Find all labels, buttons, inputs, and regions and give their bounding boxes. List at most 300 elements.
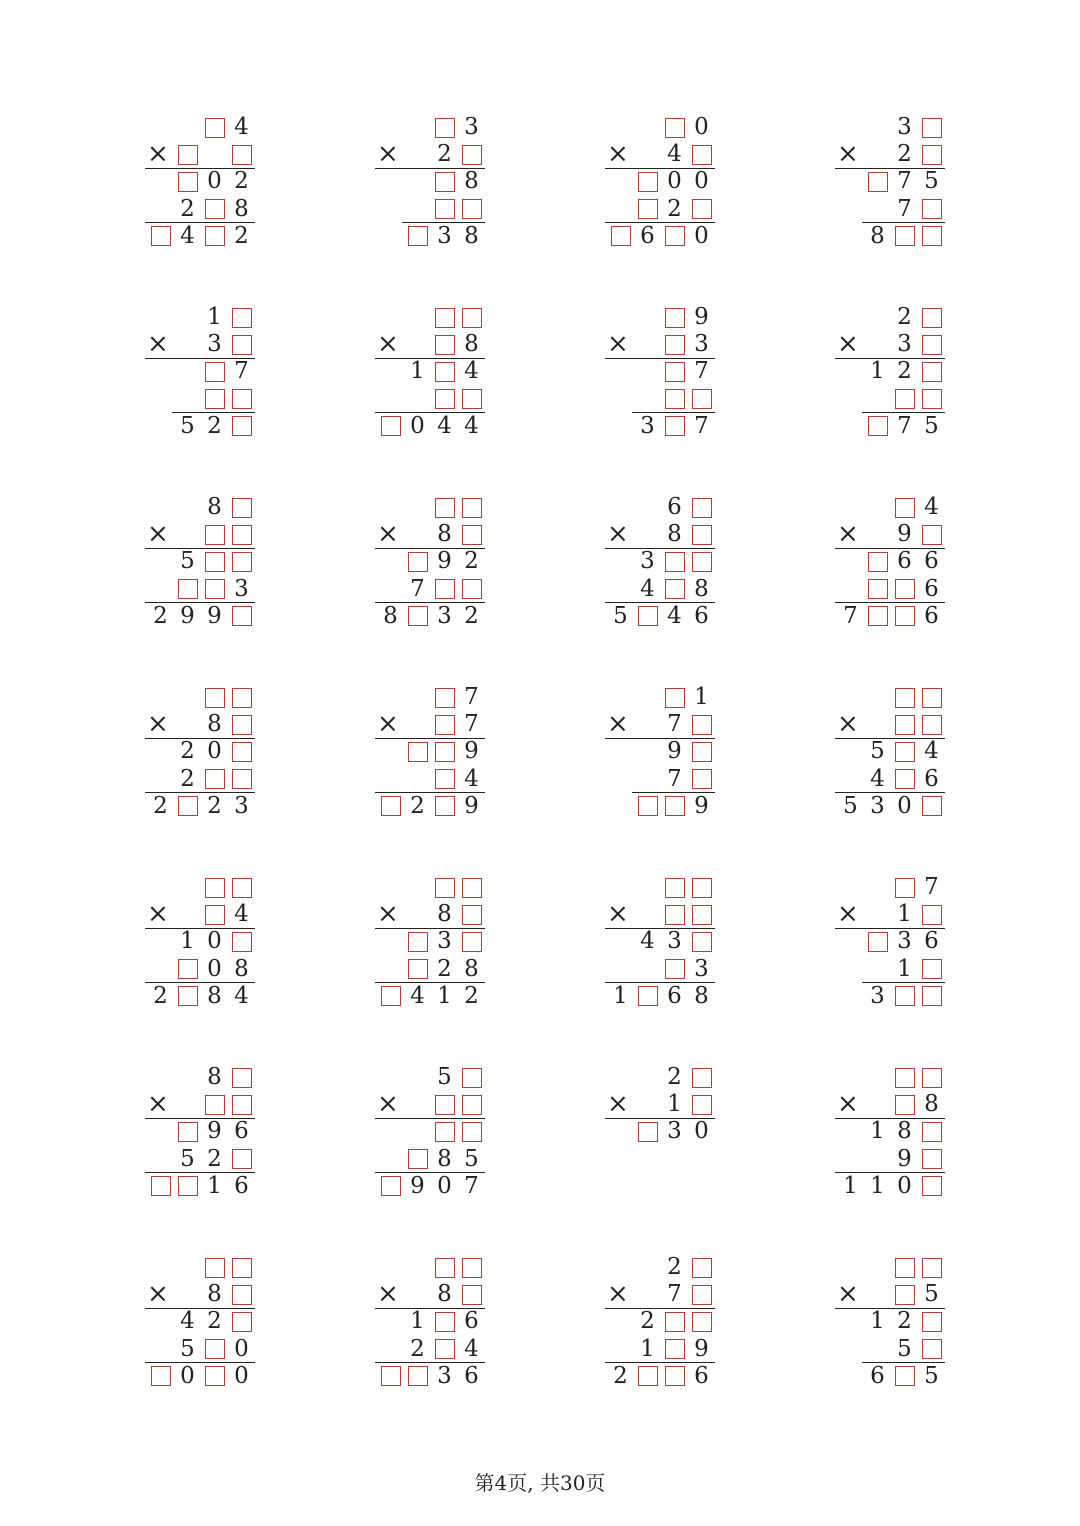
product-row: [605, 603, 715, 630]
answer-blank-box[interactable]: [688, 1064, 715, 1091]
answer-blank-box[interactable]: [634, 983, 661, 1010]
answer-blank-box[interactable]: [661, 874, 688, 901]
answer-blank-box[interactable]: [228, 874, 255, 901]
answer-blank-box[interactable]: [458, 386, 485, 413]
answer-blank-box[interactable]: [918, 793, 945, 820]
answer-blank-box[interactable]: [458, 1281, 485, 1308]
answer-blank-box[interactable]: [891, 738, 918, 765]
blank-square-icon: [205, 878, 225, 898]
digit: 6: [924, 765, 939, 792]
digit: 3: [234, 792, 249, 819]
blank-square-icon: [462, 932, 482, 952]
answer-blank-box[interactable]: [458, 196, 485, 223]
digit: 1: [640, 1335, 655, 1362]
digit: 3: [694, 331, 709, 358]
blank-square-icon: [665, 1366, 685, 1386]
blank-square-icon: [692, 715, 712, 735]
digit: 0: [694, 1118, 709, 1145]
answer-blank-box[interactable]: [228, 603, 255, 630]
answer-blank-box[interactable]: [228, 494, 255, 521]
digit: 1: [437, 982, 452, 1009]
answer-blank-box[interactable]: [864, 168, 891, 195]
answer-blank-box[interactable]: [201, 386, 228, 413]
answer-blank-box[interactable]: [661, 548, 688, 575]
answer-blank-box[interactable]: [431, 494, 458, 521]
answer-blank-box[interactable]: [918, 901, 945, 928]
digit: 0: [437, 1172, 452, 1199]
multiplication-problem: [605, 1254, 715, 1394]
partial-product-1-row: [375, 1118, 485, 1145]
answer-blank-box[interactable]: [688, 738, 715, 765]
answer-blank-box[interactable]: [147, 1363, 174, 1390]
partial-product-1-row: [375, 1308, 485, 1335]
answer-blank-box[interactable]: [918, 1118, 945, 1145]
answer-blank-box[interactable]: [918, 223, 945, 250]
answer-blank-box[interactable]: [891, 1254, 918, 1281]
answer-blank-box[interactable]: [228, 928, 255, 955]
answer-blank-box[interactable]: [918, 956, 945, 983]
partial-product-2-row: [835, 576, 945, 603]
answer-blank-box[interactable]: [688, 141, 715, 168]
digit: 6: [897, 548, 912, 575]
answer-blank-box[interactable]: [918, 711, 945, 738]
digit: 4: [464, 1335, 479, 1362]
blank-square-icon: [665, 905, 685, 925]
answer-blank-box[interactable]: [864, 928, 891, 955]
partial-product-1-row: [835, 358, 945, 385]
answer-blank-box[interactable]: [228, 548, 255, 575]
multiplication-rule: [835, 548, 945, 549]
partial-product-2-row: [375, 576, 485, 603]
answer-blank-box[interactable]: [634, 168, 661, 195]
answer-blank-box[interactable]: [661, 684, 688, 711]
product-row: [145, 793, 255, 820]
answer-blank-box[interactable]: [174, 576, 201, 603]
answer-blank-box[interactable]: [891, 983, 918, 1010]
answer-blank-box[interactable]: [431, 766, 458, 793]
answer-blank-box[interactable]: [228, 711, 255, 738]
digit: 5: [180, 1335, 195, 1362]
answer-blank-box[interactable]: [377, 1173, 404, 1200]
digit: 0: [234, 1335, 249, 1362]
blank-square-icon: [692, 742, 712, 762]
answer-blank-box[interactable]: [228, 684, 255, 711]
answer-blank-box[interactable]: [688, 766, 715, 793]
answer-blank-box[interactable]: [228, 331, 255, 358]
digit: 1: [870, 1308, 885, 1335]
answer-blank-box[interactable]: [688, 874, 715, 901]
answer-blank-box[interactable]: [201, 1254, 228, 1281]
blank-square-icon: [435, 362, 455, 382]
answer-blank-box[interactable]: [377, 793, 404, 820]
answer-blank-box[interactable]: [688, 1254, 715, 1281]
digit: 4: [640, 928, 655, 955]
answer-blank-box[interactable]: [174, 956, 201, 983]
partial-product-2-row: [605, 956, 715, 983]
answer-blank-box[interactable]: [458, 141, 485, 168]
answer-blank-box[interactable]: [458, 1254, 485, 1281]
blank-square-icon: [205, 1258, 225, 1278]
answer-blank-box[interactable]: [174, 983, 201, 1010]
answer-blank-box[interactable]: [918, 684, 945, 711]
blank-square-icon: [665, 878, 685, 898]
answer-blank-box[interactable]: [228, 766, 255, 793]
answer-blank-box[interactable]: [431, 331, 458, 358]
answer-blank-box[interactable]: [661, 1308, 688, 1335]
answer-blank-box[interactable]: [661, 114, 688, 141]
answer-blank-box[interactable]: [661, 576, 688, 603]
answer-blank-box[interactable]: [918, 114, 945, 141]
answer-blank-box[interactable]: [688, 386, 715, 413]
digit: 1: [180, 928, 195, 955]
answer-blank-box[interactable]: [688, 1091, 715, 1118]
answer-blank-box[interactable]: [688, 521, 715, 548]
answer-blank-box[interactable]: [228, 141, 255, 168]
answer-blank-box[interactable]: [458, 1118, 485, 1145]
blank-square-icon: [178, 145, 198, 165]
multiplicand-row: [375, 494, 485, 521]
multiplicand-row: [605, 1064, 715, 1091]
blank-square-icon: [895, 986, 915, 1006]
answer-blank-box[interactable]: [431, 874, 458, 901]
answer-blank-box[interactable]: [688, 1281, 715, 1308]
blank-square-icon: [692, 1258, 712, 1278]
blank-square-icon: [205, 226, 225, 246]
answer-blank-box[interactable]: [431, 168, 458, 195]
answer-blank-box[interactable]: [431, 1308, 458, 1335]
answer-blank-box[interactable]: [228, 1091, 255, 1118]
multiplication-rule: [145, 358, 255, 359]
answer-blank-box[interactable]: [891, 684, 918, 711]
answer-blank-box[interactable]: [634, 603, 661, 630]
multiply-sign: ×: [147, 709, 169, 740]
answer-blank-box[interactable]: [688, 494, 715, 521]
answer-blank-box[interactable]: [918, 1173, 945, 1200]
digit: 6: [924, 602, 939, 629]
blank-square-icon: [408, 932, 428, 952]
blank-square-icon: [922, 1149, 942, 1169]
answer-blank-box[interactable]: [201, 766, 228, 793]
blank-square-icon: [665, 579, 685, 599]
digit: 0: [207, 955, 222, 982]
multiplication-rule: [375, 928, 485, 929]
answer-blank-box[interactable]: [404, 738, 431, 765]
answer-blank-box[interactable]: [891, 1281, 918, 1308]
answer-blank-box[interactable]: [147, 1173, 174, 1200]
answer-blank-box[interactable]: [891, 874, 918, 901]
answer-blank-box[interactable]: [228, 413, 255, 440]
product-row: [835, 983, 945, 1010]
blank-square-icon: [205, 769, 225, 789]
answer-blank-box[interactable]: [891, 1363, 918, 1390]
answer-blank-box[interactable]: [431, 1091, 458, 1118]
answer-blank-box[interactable]: [918, 1254, 945, 1281]
blank-square-icon: [435, 335, 455, 355]
answer-blank-box[interactable]: [458, 576, 485, 603]
sum-rule: [145, 1172, 255, 1173]
multiply-sign: ×: [147, 1279, 169, 1310]
answer-blank-box[interactable]: [891, 1091, 918, 1118]
digit: 7: [694, 412, 709, 439]
multiplicand-row: [835, 114, 945, 141]
sum-rule: [862, 222, 945, 223]
answer-blank-box[interactable]: [228, 521, 255, 548]
answer-blank-box[interactable]: [918, 304, 945, 331]
answer-blank-box[interactable]: [891, 494, 918, 521]
partial-product-1-row: [835, 928, 945, 955]
answer-blank-box[interactable]: [688, 901, 715, 928]
partial-product-1-row: [605, 168, 715, 195]
answer-blank-box[interactable]: [891, 223, 918, 250]
multiplicand-row: [375, 1254, 485, 1281]
digit: 8: [207, 982, 222, 1009]
blank-square-icon: [381, 416, 401, 436]
answer-blank-box[interactable]: [634, 196, 661, 223]
answer-blank-box[interactable]: [174, 1118, 201, 1145]
digit: 8: [694, 982, 709, 1009]
answer-blank-box[interactable]: [661, 386, 688, 413]
multiply-sign: ×: [837, 139, 859, 170]
answer-blank-box[interactable]: [918, 1146, 945, 1173]
digit: 9: [694, 1335, 709, 1362]
digit: 2: [437, 955, 452, 982]
answer-blank-box[interactable]: [228, 304, 255, 331]
digit: 3: [234, 575, 249, 602]
digit: 8: [464, 955, 479, 982]
multiplication-rule: [835, 358, 945, 359]
answer-blank-box[interactable]: [201, 684, 228, 711]
digit: 0: [897, 792, 912, 819]
answer-blank-box[interactable]: [891, 711, 918, 738]
digit: 6: [640, 222, 655, 249]
answer-blank-box[interactable]: [634, 793, 661, 820]
answer-blank-box[interactable]: [661, 304, 688, 331]
answer-blank-box[interactable]: [377, 413, 404, 440]
answer-blank-box[interactable]: [174, 1173, 201, 1200]
answer-blank-box[interactable]: [688, 548, 715, 575]
answer-blank-box[interactable]: [661, 901, 688, 928]
answer-blank-box[interactable]: [404, 603, 431, 630]
blank-square-icon: [435, 878, 455, 898]
answer-blank-box[interactable]: [404, 548, 431, 575]
answer-blank-box[interactable]: [688, 711, 715, 738]
answer-blank-box[interactable]: [228, 1281, 255, 1308]
answer-blank-box[interactable]: [891, 1064, 918, 1091]
multiplier-row: [375, 1281, 485, 1308]
answer-blank-box[interactable]: [918, 358, 945, 385]
digit: 0: [694, 168, 709, 195]
answer-blank-box[interactable]: [634, 1118, 661, 1145]
partial-product-1-row: [145, 1308, 255, 1335]
answer-blank-box[interactable]: [377, 1363, 404, 1390]
answer-blank-box[interactable]: [228, 1308, 255, 1335]
blank-square-icon: [692, 552, 712, 572]
digit: 0: [694, 114, 709, 140]
answer-blank-box[interactable]: [458, 928, 485, 955]
answer-blank-box[interactable]: [661, 358, 688, 385]
blank-square-icon: [638, 199, 658, 219]
answer-blank-box[interactable]: [228, 1254, 255, 1281]
answer-blank-box[interactable]: [174, 793, 201, 820]
answer-blank-box[interactable]: [201, 196, 228, 223]
answer-blank-box[interactable]: [688, 928, 715, 955]
answer-blank-box[interactable]: [201, 358, 228, 385]
answer-blank-box[interactable]: [661, 413, 688, 440]
answer-blank-box[interactable]: [458, 494, 485, 521]
answer-blank-box[interactable]: [147, 223, 174, 250]
digit: 2: [180, 195, 195, 222]
product-row: [605, 793, 715, 820]
digit: 7: [924, 874, 939, 900]
answer-blank-box[interactable]: [228, 738, 255, 765]
answer-blank-box[interactable]: [431, 684, 458, 711]
answer-blank-box[interactable]: [688, 196, 715, 223]
answer-blank-box[interactable]: [458, 1091, 485, 1118]
answer-blank-box[interactable]: [228, 1146, 255, 1173]
answer-blank-box[interactable]: [458, 304, 485, 331]
answer-blank-box[interactable]: [404, 223, 431, 250]
blank-square-icon: [408, 226, 428, 246]
answer-blank-box[interactable]: [201, 1363, 228, 1390]
sum-rule: [145, 1362, 255, 1363]
multiplication-problem: [375, 1064, 485, 1204]
answer-blank-box[interactable]: [174, 141, 201, 168]
blank-square-icon: [205, 1339, 225, 1359]
answer-blank-box[interactable]: [918, 521, 945, 548]
answer-blank-box[interactable]: [431, 711, 458, 738]
blank-square-icon: [435, 1122, 455, 1142]
answer-blank-box[interactable]: [891, 603, 918, 630]
blank-square-icon: [922, 525, 942, 545]
blank-square-icon: [638, 796, 658, 816]
answer-blank-box[interactable]: [661, 1336, 688, 1363]
product-row: [145, 223, 255, 250]
sum-rule: [172, 412, 255, 413]
multiplication-rule: [145, 738, 255, 739]
blank-square-icon: [205, 552, 225, 572]
answer-blank-box[interactable]: [201, 576, 228, 603]
answer-blank-box[interactable]: [918, 331, 945, 358]
partial-product-2-row: [145, 766, 255, 793]
answer-blank-box[interactable]: [404, 956, 431, 983]
answer-blank-box[interactable]: [431, 738, 458, 765]
answer-blank-box[interactable]: [431, 793, 458, 820]
partial-product-1-row: [835, 548, 945, 575]
answer-blank-box[interactable]: [891, 386, 918, 413]
answer-blank-box[interactable]: [201, 521, 228, 548]
answer-blank-box[interactable]: [864, 548, 891, 575]
multiplication-problem: [145, 494, 255, 634]
answer-blank-box[interactable]: [458, 901, 485, 928]
answer-blank-box[interactable]: [918, 196, 945, 223]
answer-blank-box[interactable]: [661, 793, 688, 820]
answer-blank-box[interactable]: [918, 1336, 945, 1363]
multiplicand-row: [835, 494, 945, 521]
multiplicand-row: [145, 1254, 255, 1281]
answer-blank-box[interactable]: [431, 196, 458, 223]
blank-square-icon: [895, 389, 915, 409]
multiplier-row: [835, 901, 945, 928]
blank-square-icon: [462, 199, 482, 219]
multiply-sign: ×: [837, 519, 859, 550]
answer-blank-box[interactable]: [891, 576, 918, 603]
answer-blank-box[interactable]: [377, 983, 404, 1010]
answer-blank-box[interactable]: [458, 874, 485, 901]
answer-blank-box[interactable]: [201, 901, 228, 928]
product-row: [835, 793, 945, 820]
answer-blank-box[interactable]: [201, 548, 228, 575]
answer-blank-box[interactable]: [918, 141, 945, 168]
answer-blank-box[interactable]: [891, 766, 918, 793]
answer-blank-box[interactable]: [864, 413, 891, 440]
digit: 4: [437, 412, 452, 439]
answer-blank-box[interactable]: [431, 1336, 458, 1363]
answer-blank-box[interactable]: [174, 168, 201, 195]
answer-blank-box[interactable]: [404, 1363, 431, 1390]
answer-blank-box[interactable]: [864, 576, 891, 603]
product-row: [605, 413, 715, 440]
product-row: [145, 413, 255, 440]
answer-blank-box[interactable]: [228, 1064, 255, 1091]
product-row: [835, 1173, 945, 1200]
digit: 0: [207, 168, 222, 195]
answer-blank-box[interactable]: [607, 223, 634, 250]
sum-rule: [402, 222, 485, 223]
multiplier-row: [145, 521, 255, 548]
answer-blank-box[interactable]: [201, 114, 228, 141]
sum-rule: [835, 792, 945, 793]
answer-blank-box[interactable]: [228, 386, 255, 413]
answer-blank-box[interactable]: [634, 1363, 661, 1390]
digit: 3: [640, 548, 655, 575]
answer-blank-box[interactable]: [661, 1363, 688, 1390]
answer-blank-box[interactable]: [431, 386, 458, 413]
answer-blank-box[interactable]: [431, 358, 458, 385]
answer-blank-box[interactable]: [431, 1254, 458, 1281]
answer-blank-box[interactable]: [431, 576, 458, 603]
answer-blank-box[interactable]: [431, 304, 458, 331]
answer-blank-box[interactable]: [201, 223, 228, 250]
answer-blank-box[interactable]: [661, 331, 688, 358]
answer-blank-box[interactable]: [404, 928, 431, 955]
answer-blank-box[interactable]: [431, 1118, 458, 1145]
multiplication-rule: [835, 738, 945, 739]
multiply-sign: ×: [377, 709, 399, 740]
answer-blank-box[interactable]: [688, 1308, 715, 1335]
answer-blank-box[interactable]: [918, 1064, 945, 1091]
multiplicand-row: [375, 684, 485, 711]
multiplicand-row: [605, 114, 715, 141]
answer-blank-box[interactable]: [458, 521, 485, 548]
answer-blank-box[interactable]: [458, 1064, 485, 1091]
blank-square-icon: [922, 715, 942, 735]
answer-blank-box[interactable]: [918, 983, 945, 1010]
multiply-sign: ×: [607, 519, 629, 550]
answer-blank-box[interactable]: [661, 956, 688, 983]
digit: 8: [234, 195, 249, 222]
answer-blank-box[interactable]: [201, 874, 228, 901]
answer-blank-box[interactable]: [404, 1146, 431, 1173]
answer-blank-box[interactable]: [918, 1308, 945, 1335]
answer-blank-box[interactable]: [201, 1091, 228, 1118]
answer-blank-box[interactable]: [918, 386, 945, 413]
answer-blank-box[interactable]: [201, 1336, 228, 1363]
answer-blank-box[interactable]: [431, 114, 458, 141]
answer-blank-box[interactable]: [661, 223, 688, 250]
product-row: [145, 983, 255, 1010]
answer-blank-box[interactable]: [864, 603, 891, 630]
digit: 9: [667, 738, 682, 765]
